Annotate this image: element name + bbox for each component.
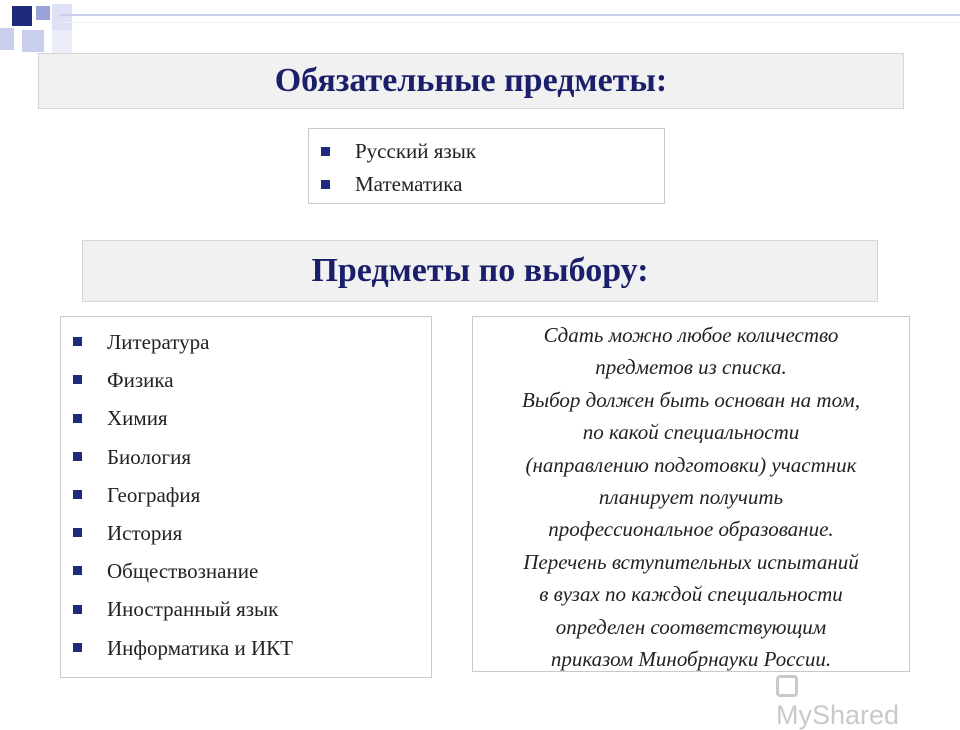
list-item: Русский язык [309, 135, 664, 168]
corner-square-dark [12, 6, 32, 26]
corner-square-pale [52, 4, 72, 30]
note-line: в вузах по каждой специальности [539, 582, 843, 607]
required-subjects-box [308, 128, 665, 204]
corner-square-pale [52, 30, 72, 54]
required-subjects-title: Обязательные предметы: [38, 53, 904, 109]
top-decor-line [60, 22, 960, 23]
note-line: профессиональное образование. [548, 517, 834, 542]
optional-subjects-title: Предметы по выбору: [82, 240, 878, 302]
optional-subjects-list [61, 317, 431, 667]
list-item: Биология [61, 438, 431, 476]
optional-subjects-box [60, 316, 432, 678]
presentation-icon [776, 675, 798, 697]
corner-square-mid [36, 6, 50, 20]
note-line: определен соответствующим [555, 614, 827, 639]
list-item: Физика [61, 361, 431, 399]
note-line: Сдать можно любое количество [543, 323, 839, 347]
note-line: Перечень вступительных испытаний [523, 549, 859, 574]
note-box [472, 316, 910, 672]
corner-square-light [22, 30, 44, 52]
list-item: История [61, 514, 431, 552]
watermark [776, 670, 926, 730]
note-line: по какой специальности [582, 420, 800, 445]
note-text [473, 317, 909, 675]
required-subjects-list [309, 129, 664, 201]
list-item: География [61, 476, 431, 514]
list-item: Химия [61, 399, 431, 437]
top-decor-line [60, 14, 960, 16]
watermark-text: MyShared [776, 700, 900, 730]
note-line: приказом Минобрнауки России. [550, 647, 832, 672]
note-line: (направлению подготовки) участник [525, 452, 857, 477]
note-line: Выбор должен быть основан на том, [522, 387, 860, 412]
note-line: планирует получить [598, 485, 784, 510]
corner-square-light [0, 28, 14, 50]
list-item: Литература [61, 323, 431, 361]
list-item: Обществознание [61, 552, 431, 590]
list-item: Информатика и ИКТ [61, 629, 431, 667]
note-line: предметов из списка. [595, 355, 787, 380]
list-item: Иностранный язык [61, 590, 431, 628]
list-item: Математика [309, 168, 664, 201]
